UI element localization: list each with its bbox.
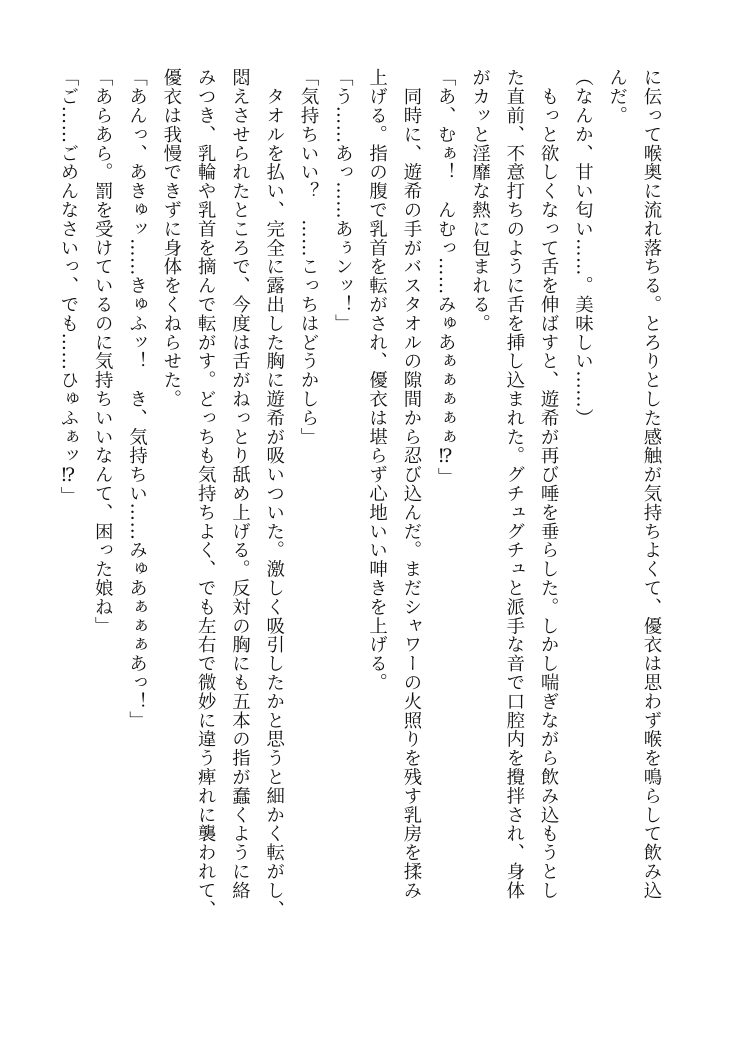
- text-line-8: 同時に、遊希の手がバスタオルの隙間から忍び込んだ。まだシャワーの火照りを残す乳房を揉み: [400, 68, 422, 900]
- text-line-17: 「あらあら。罰を受けているのに気持ちいいなんて、困った娘ね」: [92, 68, 114, 635]
- text-line-15: 優衣は我慢できずに身体をくねらせた。: [160, 68, 182, 409]
- text-line-11: 「気持ちいい？ ……こっちはどうかしら」: [298, 68, 320, 446]
- text-line-6: がカッと淫靡な熱に包まれる。: [469, 68, 491, 333]
- text-line-14: みつき、乳輪や乳首を摘んで転がす。どっちも気持ちよく、でも左右で微妙に違う痺れに襲われて、: [195, 68, 217, 919]
- text-line-3: （なんか、甘い匂い……。美味しい……）: [572, 68, 594, 428]
- text-line-5: た直前、不意打ちのように舌を挿し込まれた。グチュグチュと派手な音で口腔内を攪拌され、身体: [503, 68, 525, 900]
- text-line-1: に伝って喉奥に流れ落ちる。とろりとした感触が気持ちよくて、優衣は思わず喉を鳴らして飲み込: [641, 68, 662, 900]
- text-line-10: 「う……あっ……あぅンッ！」: [332, 68, 354, 333]
- text-line-4: もっと欲しくなって舌を伸ばすと、遊希が再び唾を垂らした。しかし喘ぎながら飲み込もうとし: [538, 68, 560, 900]
- text-line-12: タオルを払い、完全に露出した胸に遊希が吸いついた。激しく吸引したかと思うと細かく転がし、: [263, 68, 285, 919]
- text-line-9: 上げる。指の腹で乳首を転がされ、優衣は堪らず心地いい呻きを上げる。: [366, 68, 388, 692]
- text-line-7: 「あ、むぁ！ んむっ……みゅあぁぁぁぁぁ⁉」: [435, 68, 457, 487]
- text-line-16: 「あんっ、あきゅッ……きゅふッ！ き、気持ちい……みゅあぁぁぁあっ！」: [126, 68, 148, 730]
- text-line-2: んだ。: [606, 68, 628, 125]
- text-line-18: 「ご……ごめんなさいっ、でも……ひゅふぁッ⁉」: [57, 68, 79, 506]
- vertical-text-block: [51, 68, 668, 973]
- text-line-13: 悶えさせられたところで、今度は舌がねっとり舐め上げる。反対の胸にも五本の指が蠢くように絡: [229, 68, 251, 900]
